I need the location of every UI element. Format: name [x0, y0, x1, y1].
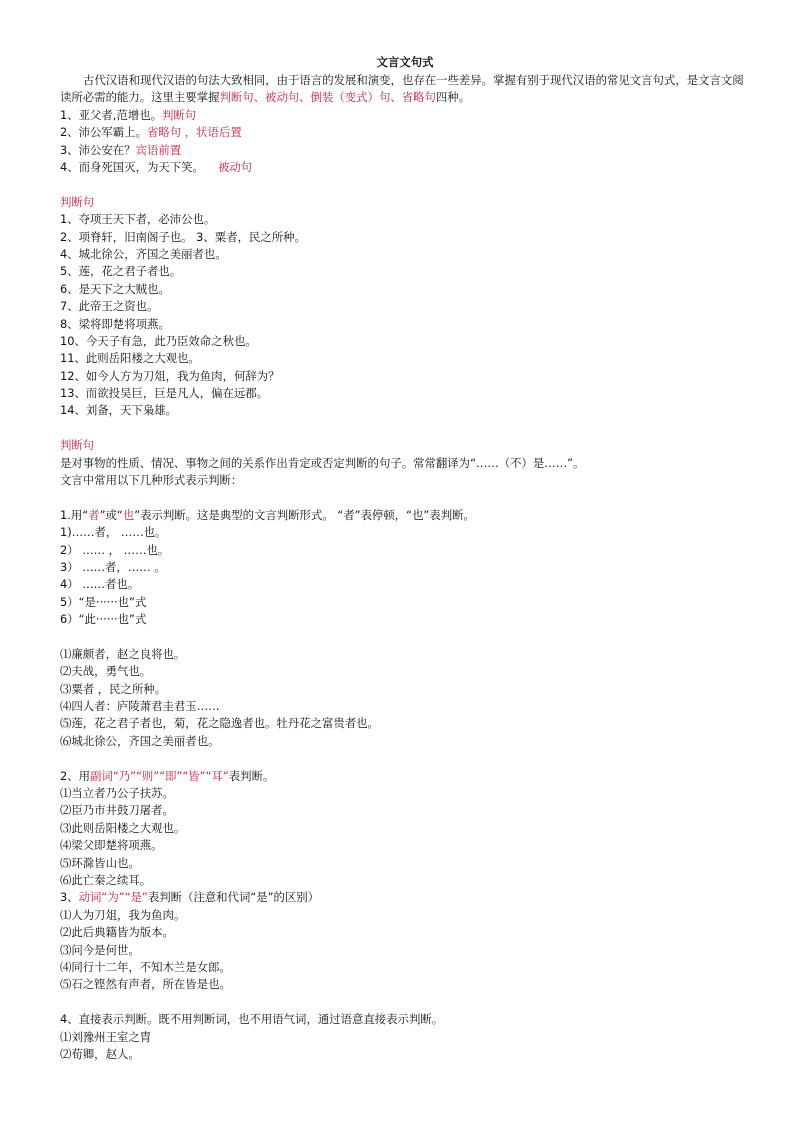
example-item: ⑵夫战，勇气也。 [60, 664, 152, 679]
section-heading: 判断句 [60, 438, 95, 453]
example-item: ⑹城北徐公，齐国之美丽者也。 [60, 733, 220, 748]
example-item: ⑷四人者：庐陵萧君圭君玉…… [60, 699, 220, 714]
list-item: 7、此帝王之资也。 [60, 299, 159, 314]
pattern-item: 3） ……者，…… 。 [60, 559, 166, 574]
pattern-item: 4） ……者也。 [60, 577, 140, 592]
example-item: ⑹此亡秦之续耳。 [60, 873, 152, 887]
example-item: ⑵荀卿，赵人。 [60, 1046, 140, 1061]
example-item: ⑶问今是何世。 [60, 942, 140, 957]
section-heading: 判断句 [60, 194, 95, 209]
list-item: 12、如今人方为刀俎，我为鱼肉，何辞为？ [60, 368, 280, 383]
example-item: ⑵臣乃市井鼓刀屠者。 [60, 803, 174, 818]
pattern-item: 1)……者， ……也。 [60, 525, 167, 540]
pattern-item: 5）“是······也”式 [60, 594, 147, 609]
part-heading: 2、用副词“乃”“则”“即”“皆”“耳”表判断。 [60, 768, 275, 783]
pattern-item: 2） …… ， ……也。 [60, 542, 170, 557]
list-item: 11、此则岳阳楼之大观也。 [60, 351, 200, 366]
example-item: ⑴当立者乃公子扶苏。 [60, 786, 174, 801]
example-item: ⑶粟者 ，民之所种。 [60, 681, 167, 696]
intro-highlight: 判断句、被动句、倒装（变式）句、省略句 [219, 90, 436, 105]
list-item: 1、夺项王天下者，必沛公也。 [60, 212, 216, 227]
intro-text: 古代汉语和现代汉语的句法大致相同，由于语言的发展和演变，也存在一些差异。掌握有别于现代汉语的常见文言句式，是文言文阅读所必需的能力。这里主要掌握 [60, 73, 744, 105]
list-item: 13、而欲投吴巨，巨是凡人，偏在远郡。 [60, 386, 269, 401]
list-item: 5、莲，花之君子者也。 [60, 264, 182, 279]
example-item: ⑵此后典籍皆为版本。 [60, 925, 174, 940]
example-item: ⑴人为刀俎，我为鱼肉。 [60, 907, 186, 922]
list-item: 2、项脊轩，旧南阁子也。 3、粟者，民之所种。 [60, 229, 306, 244]
definition-text: 是对事物的性质、情况、事物之间的关系作出肯定或否定判断的句子。常常翻译为“……（不）是……”。 [60, 455, 585, 470]
example-item: ⑷梁父即楚将项燕。 [60, 838, 163, 853]
list-item: 8、梁将即楚将项燕。 [60, 316, 170, 331]
intro-paragraph [60, 72, 750, 107]
example-item: ⑴廉颇者，赵之良将也。 [60, 646, 186, 661]
document-page [60, 54, 750, 1063]
example-line: 4、而身死国灭，为天下笑。 被动句 [60, 159, 253, 174]
example-line: 3、沛公安在？宾语前置 [60, 142, 182, 157]
document-title: 文言文句式 [376, 55, 434, 69]
example-line: 1、亚父者,范增也。判断句 [60, 107, 197, 122]
part-heading: 4、直接表示判断。既不用判断词，也不用语气词，通过语意直接表示判断。 [60, 1012, 444, 1027]
part-heading: 3、动词“为”“是”表判断（注意和代词“是”的区别） [60, 890, 320, 905]
part-heading: 1.用“者”或“也”表示判断。这是典型的文言判断形式。 “者”表停顿，“也”表判断。 [60, 507, 475, 522]
example-item: ⑴刘豫州王室之胄 [60, 1029, 152, 1044]
example-item: ⑶此则岳阳楼之大观也。 [60, 820, 186, 835]
list-item: 4、城北徐公，齐国之美丽者也。 [60, 246, 227, 261]
example-item: ⑸石之铿然有声者，所在皆是也。 [60, 977, 231, 992]
list-item: 10、今天子有急，此乃臣效命之秋也。 [60, 333, 257, 348]
list-item: 14、刘备，天下枭雄。 [60, 403, 178, 418]
example-item: ⑸莲，花之君子者也，菊，花之隐逸者也。牡丹花之富贵者也。 [60, 716, 379, 731]
example-tag: 判断句 [162, 107, 197, 122]
pattern-item: 6）“此······也”式 [60, 612, 147, 627]
example-tag: 省略句 ，状语后置 [146, 125, 242, 140]
list-item: 6、是天下之大贼也。 [60, 281, 170, 296]
forms-intro: 文言中常用以下几种形式表示判断： [60, 473, 243, 488]
intro-text-end: 四种。 [435, 90, 471, 105]
example-tag: 宾语前置 [135, 142, 182, 157]
example-tag: 被动句 [217, 159, 253, 174]
example-item: ⑸环滁皆山也。 [60, 855, 140, 870]
example-item: ⑷同行十二年，不知木兰是女郎。 [60, 959, 231, 974]
example-line: 2、沛公军霸上。省略句 ，状语后置 [60, 125, 242, 140]
